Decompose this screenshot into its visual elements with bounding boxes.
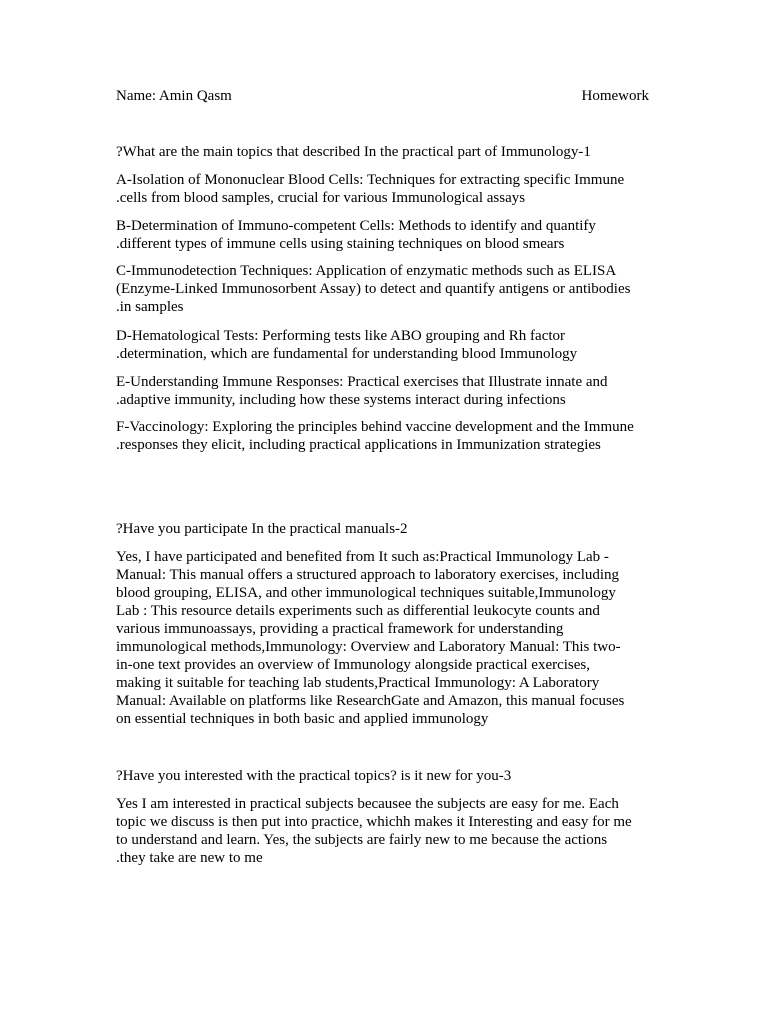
- answer-line: immunological methods,Immunology: Overview and Laboratory Manual: This two-: [116, 639, 621, 655]
- answer-line: topic we discuss is then put into practice, whichh makes it Interesting and easy for me: [116, 814, 632, 830]
- answer-line: .responses they elicit, including practical applications in Immunization strategies: [116, 437, 601, 453]
- question-3-text: ?Have you interested with the practical topics? is it new for you-3: [116, 768, 512, 784]
- answer-1-item-e: [116, 373, 656, 409]
- question-3: [116, 767, 656, 785]
- student-name: Name: Amin Qasm: [116, 88, 232, 104]
- answer-line: D-Hematological Tests: Performing tests like ABO grouping and Rh factor: [116, 328, 566, 344]
- answer-line: .in samples: [116, 299, 184, 315]
- answer-1-item-d: [116, 327, 656, 363]
- answer-line: .adaptive immunity, including how these systems interact during infections: [116, 392, 566, 408]
- answer-line: F-Vaccinology: Exploring the principles behind vaccine development and the Immune: [116, 419, 634, 435]
- answer-line: blood grouping, ELISA, and other immunological techniques suitable,Immunology: [116, 585, 616, 601]
- answer-line: making it suitable for teaching lab students,Practical Immunology: A Laboratory: [116, 675, 600, 691]
- question-2: [116, 520, 656, 538]
- answer-line: in-one text provides an overview of Immunology alongside practical exercises,: [116, 657, 591, 673]
- question-1: [116, 143, 656, 161]
- answer-line: .different types of immune cells using staining techniques on blood smears: [116, 236, 565, 252]
- question-2-text: ?Have you participate In the practical manuals-2: [116, 521, 408, 537]
- answer-line: to understand and learn. Yes, the subjects are fairly new to me because the actions: [116, 832, 608, 848]
- answer-line: (Enzyme-Linked Immunosorbent Assay) to detect and quantify antigens or antibodies: [116, 281, 631, 297]
- answer-line: Manual: This manual offers a structured approach to laboratory exercises, including: [116, 567, 620, 583]
- answer-line: Lab : This resource details experiments such as differential leukocyte counts and: [116, 603, 600, 619]
- answer-line: B-Determination of Immuno-competent Cells: Methods to identify and quantify: [116, 218, 596, 234]
- answer-1-item-f: [116, 418, 656, 454]
- answer-line: Yes I am interested in practical subjects becausee the subjects are easy for me. Each: [116, 796, 619, 812]
- answer-1-item-a: [116, 171, 656, 207]
- answer-1-item-b: [116, 217, 656, 253]
- answer-line: E-Understanding Immune Responses: Practical exercises that Illustrate innate and: [116, 374, 608, 390]
- answer-line: Yes, I have participated and benefited from It such as:Practical Immunology Lab -: [116, 549, 609, 565]
- answer-line: C-Immunodetection Techniques: Application of enzymatic methods such as ELISA: [116, 263, 617, 279]
- page-header: [116, 87, 649, 105]
- answer-line: A-Isolation of Mononuclear Blood Cells: Techniques for extracting specific Immune: [116, 172, 625, 188]
- homework-label: Homework: [581, 88, 649, 104]
- question-1-text: ?What are the main topics that described In the practical part of Immunology-1: [116, 144, 591, 160]
- answer-line: various immunoassays, providing a practical framework for understanding: [116, 621, 564, 637]
- answer-line: Manual: Available on platforms like ResearchGate and Amazon, this manual focuses: [116, 693, 625, 709]
- answer-2: [116, 548, 656, 728]
- answer-line: .cells from blood samples, crucial for various Immunological assays: [116, 190, 526, 206]
- answer-line: on essential techniques in both basic and applied immunology: [116, 711, 489, 727]
- answer-3: [116, 795, 656, 867]
- answer-line: .they take are new to me: [116, 850, 263, 866]
- answer-1-item-c: [116, 262, 656, 316]
- answer-line: .determination, which are fundamental for understanding blood Immunology: [116, 346, 578, 362]
